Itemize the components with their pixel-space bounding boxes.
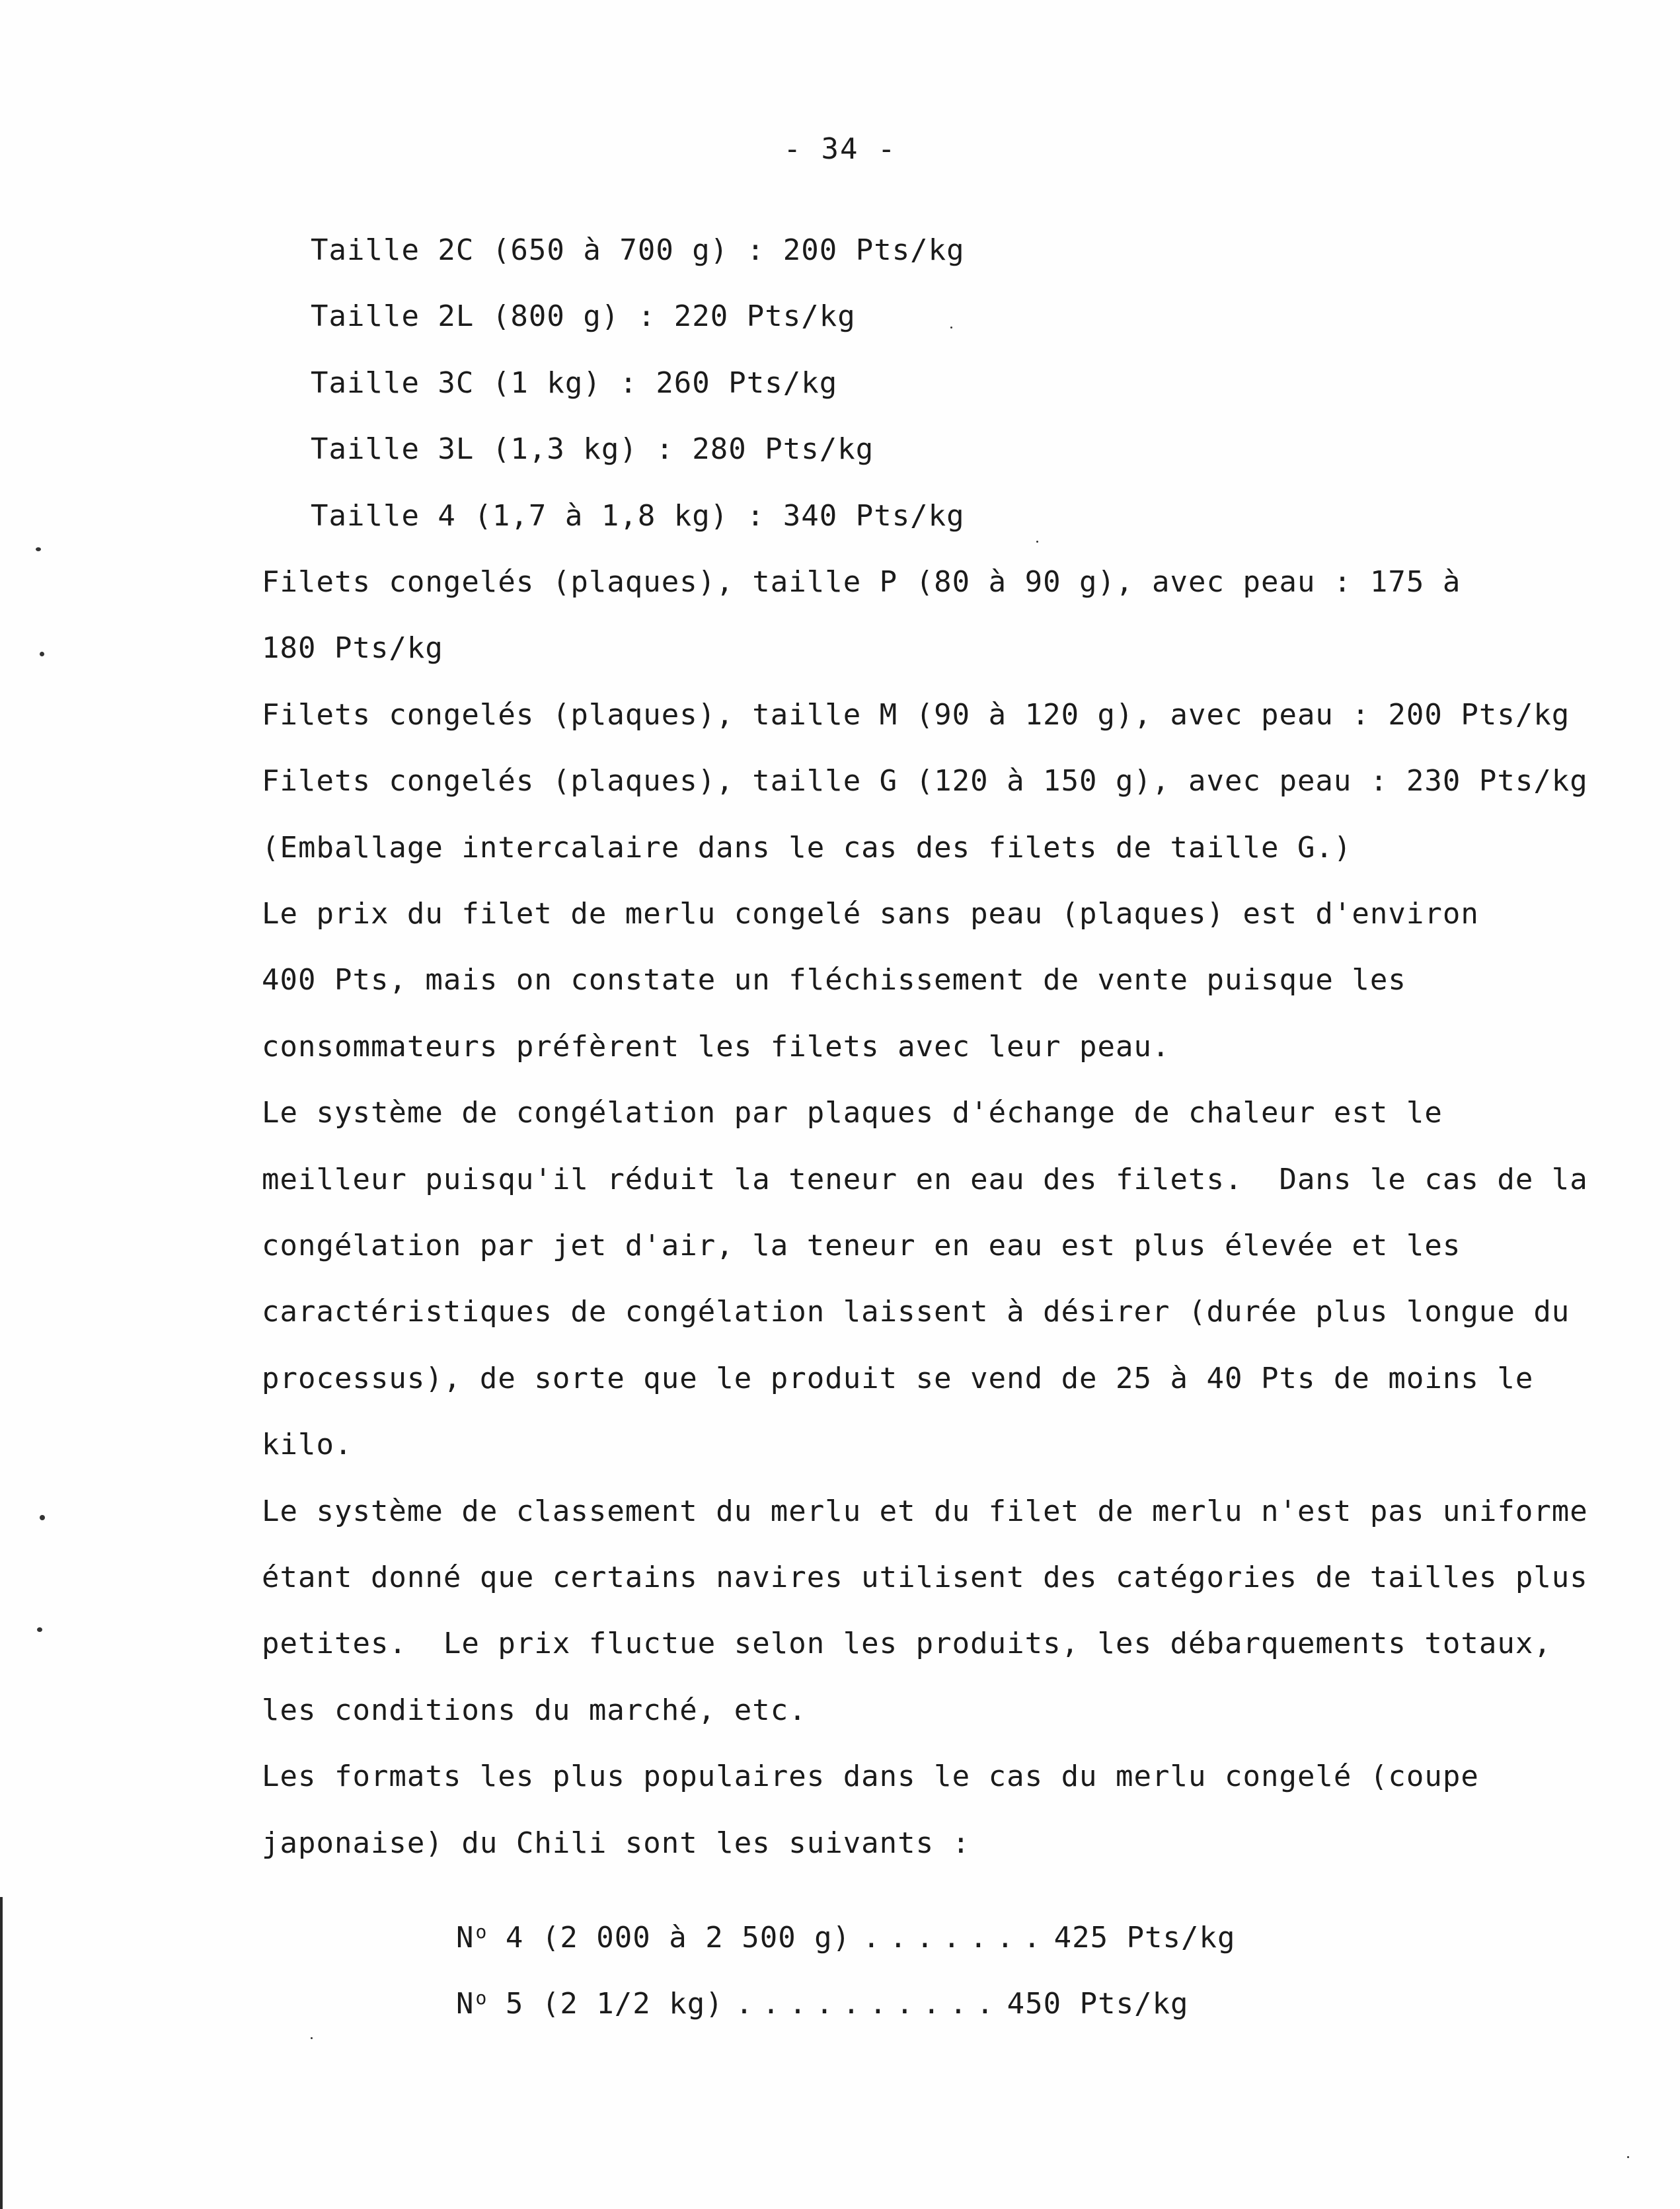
scan-speck <box>1036 541 1038 543</box>
format-price: 425 Pts/kg <box>1053 1921 1236 1955</box>
text-line-systeme-3: congélation par jet d'air, la teneur en eau est plus élevée et les <box>262 1229 1461 1262</box>
text-line-systeme-2: meilleur puisqu'il réduit la teneur en eau des filets. Dans le cas de la <box>262 1163 1588 1196</box>
text-line-size-3l: Taille 3L (1,3 kg) : 280 Pts/kg <box>311 432 874 466</box>
text-line-size-2c: Taille 2C (650 à 700 g) : 200 Pts/kg <box>311 233 965 267</box>
text-line-classement-3: petites. Le prix fluctue selon les produits, les débarquements totaux, <box>262 1627 1552 1660</box>
format-size: 4 (2 000 à 2 500 g) <box>487 1921 851 1955</box>
number-superscript: o <box>475 1921 488 1943</box>
text-line-systeme-5: processus), de sorte que le produit se vend de 25 à 40 Pts de moins le <box>262 1362 1534 1395</box>
scan-speck <box>311 2037 313 2039</box>
scan-speck <box>1627 2156 1629 2158</box>
text-line-classement-1: Le système de classement du merlu et du filet de merlu n'est pas uniforme <box>262 1494 1588 1528</box>
format-label <box>456 1980 724 2022</box>
scan-speck <box>37 1627 42 1632</box>
scan-speck <box>40 1515 45 1520</box>
scan-speck <box>36 547 41 551</box>
format-row <box>456 1914 1236 1956</box>
number-superscript: o <box>475 1987 488 2009</box>
format-label <box>456 1914 851 1956</box>
text-line-systeme-6: kilo. <box>262 1428 353 1461</box>
format-row <box>456 1980 1189 2022</box>
text-line-prix-1: Le prix du filet de merlu congelé sans peau (plaques) est d'environ <box>262 897 1479 931</box>
leader-dots: ....... <box>862 1921 1050 1955</box>
scan-speck <box>40 652 44 656</box>
text-line-prix-3: consommateurs préfèrent les filets avec leur peau. <box>262 1030 1170 1064</box>
scan-speck <box>950 327 952 329</box>
text-line-classement-4: les conditions du marché, etc. <box>262 1693 807 1727</box>
text-line-size-3c: Taille 3C (1 kg) : 260 Pts/kg <box>311 366 838 400</box>
text-line-emballage: (Emballage intercalaire dans le cas des filets de taille G.) <box>262 831 1352 865</box>
text-line-filets-g: Filets congelés (plaques), taille G (120 à 150 g), avec peau : 230 Pts/kg <box>262 764 1588 798</box>
leader-dots: .......... <box>735 1987 1003 2021</box>
scan-edge-line <box>0 1897 3 2209</box>
text-line-systeme-4: caractéristiques de congélation laissent à désirer (durée plus longue du <box>262 1295 1570 1329</box>
format-price: 450 Pts/kg <box>1007 1987 1189 2021</box>
number-prefix: N <box>456 1921 475 1955</box>
text-line-systeme-1: Le système de congélation par plaques d'échange de chaleur est le <box>262 1096 1443 1130</box>
text-line-formats-1: Les formats les plus populaires dans le cas du merlu congelé (coupe <box>262 1760 1479 1793</box>
text-line-filets-m: Filets congelés (plaques), taille M (90 à 120 g), avec peau : 200 Pts/kg <box>262 698 1570 732</box>
page-number: - 34 - <box>783 132 897 166</box>
text-line-size-4: Taille 4 (1,7 à 1,8 kg) : 340 Pts/kg <box>311 499 965 533</box>
number-prefix: N <box>456 1987 475 2021</box>
text-line-size-2l: Taille 2L (800 g) : 220 Pts/kg <box>311 299 856 333</box>
text-line-prix-2: 400 Pts, mais on constate un fléchissement de vente puisque les <box>262 963 1406 997</box>
text-line-classement-2: étant donné que certains navires utilisent des catégories de tailles plus <box>262 1561 1588 1594</box>
text-line-formats-2: japonaise) du Chili sont les suivants : <box>262 1826 971 1860</box>
text-line-filets-p-1: Filets congelés (plaques), taille P (80 à 90 g), avec peau : 175 à <box>262 565 1461 599</box>
format-size: 5 (2 1/2 kg) <box>487 1987 724 2021</box>
text-line-filets-p-2: 180 Pts/kg <box>262 631 443 665</box>
